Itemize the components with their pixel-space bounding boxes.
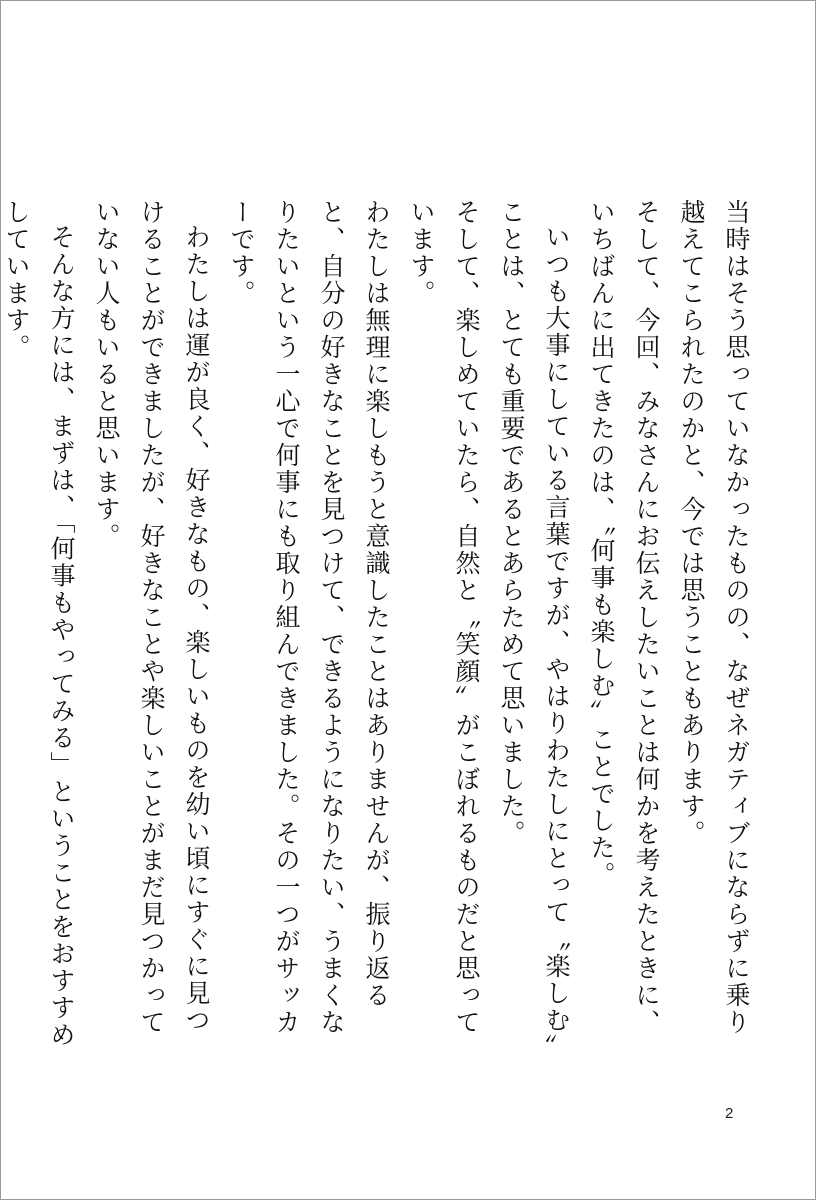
paragraph-2: そして、今回、みなさんにお伝えしたいことは何かを考えたときに、いちばんに出てきたのは、〝何事も楽しむ〟ことでした。 (587, 199, 661, 1036)
paragraph-3: いつも大事にしている言葉ですが、やはりわたしにとって〝楽しむ〟ことは、とても重要であるとあらためて思いました。 (497, 199, 571, 1049)
vertical-text-body (0, 199, 759, 1059)
paragraph-7: そんな方には、まずは、「何事もやってみる」ということをおすすめしています。 (2, 199, 76, 1049)
paragraph-4: そして、楽しめていたら、自然と〝笑顔〟がこぼれるものだと思っています。 (407, 199, 481, 1036)
paragraph-5: わたしは無理に楽しもうと意識したことはありませんが、振り返ると、自分の好きなことを見つけて、できるようになりたい、うまくなりたいという一心で何事にも取り組んできました。その一つがサッカーです。 (227, 199, 391, 1036)
paragraph-1: 当時はそう思っていなかったものの、なぜネガティブにならずに乗り越えてこられたのかと、今では思うこともあります。 (677, 199, 751, 1036)
page-number: 2 (725, 1105, 734, 1122)
paragraph-6: わたしは運が良く、好きなもの、楽しいものを幼い頃にすぐに見つけることができましたが、好きなことや楽しいことがまだ見つかっていない人もいると思います。 (92, 199, 211, 1036)
